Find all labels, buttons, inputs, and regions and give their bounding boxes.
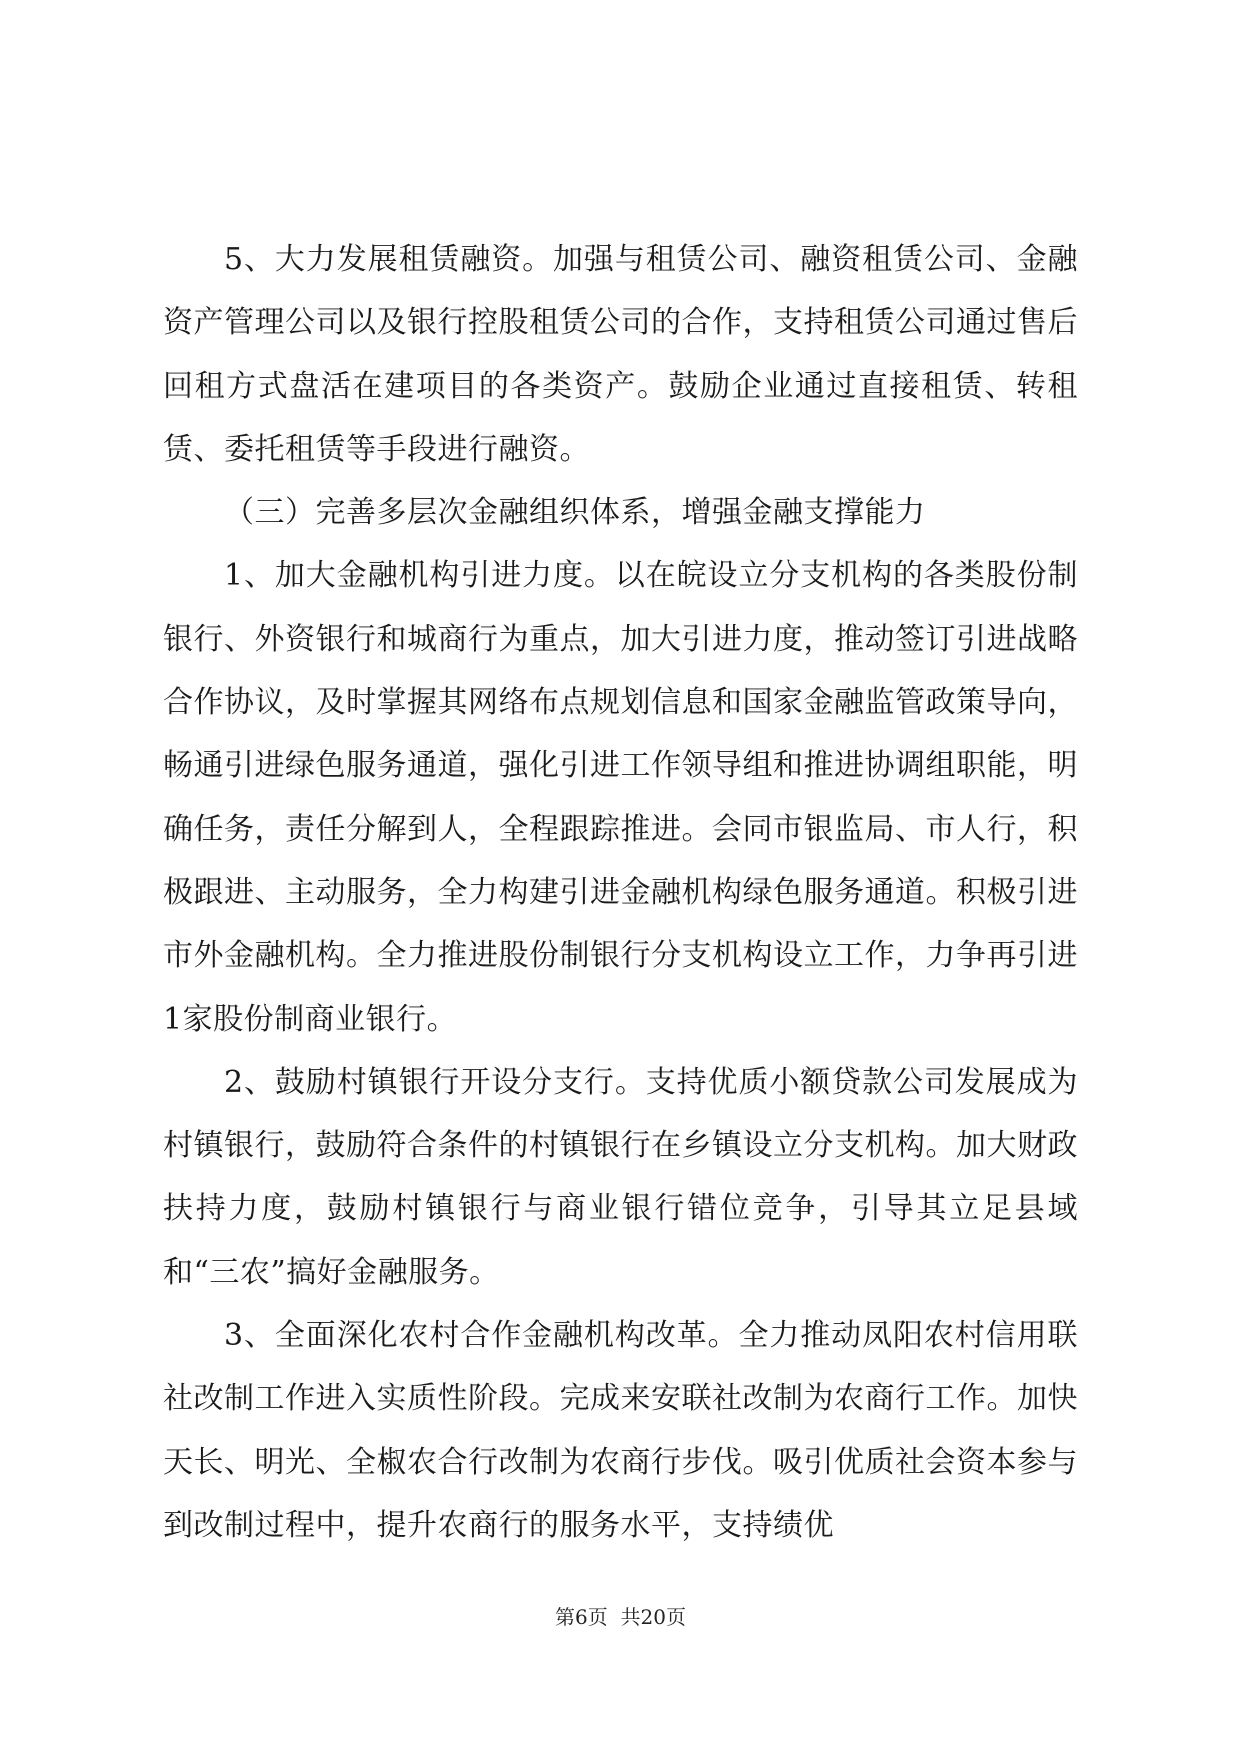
- paragraph-rural-cooperative-reform: 3、全面深化农村合作金融机构改革。全力推动凤阳农村信用联社改制工作进入实质性阶段。完成来安联社改制为农商行工作。加快天长、明光、全椒农合行改制为农商行步伐。吸引优质社会资本参与到改制过程中，提升农商行的服务水平，支持绩优: [163, 1318, 1078, 1543]
- page-total: 共20页: [620, 1605, 686, 1629]
- page-number: 第6页: [555, 1605, 608, 1629]
- paragraph-village-banks: 2、鼓励村镇银行开设分支行。支持优质小额贷款公司发展成为村镇银行，鼓励符合条件的村镇银行在乡镇设立分支机构。加大财政扶持力度，鼓励村镇银行与商业银行错位竞争，引导其立足县域和“三农”搞好金融服务。: [163, 1064, 1078, 1290]
- paragraph-financial-institutions: 1、加大金融机构引进力度。以在皖设立分支机构的各类股份制银行、外资银行和城商行为重点，加大引进力度，推动签订引进战略合作协议，及时掌握其网络布点规划信息和国家金融监管政策导向，畅通引进绿色服务通道，强化引进工作领导组和推进协调组职能，明确任务，责任分解到人，全程跟踪推进。会同市银监局、市人行，积极跟进、主动服务，全力构建引进金融机构绿色服务通道。积极引进市外金融机构。全力推进股份制银行分支机构设立工作，力争再引进1家股份制商业银行。: [163, 558, 1078, 1037]
- paragraph-leasing-finance: 5、大力发展租赁融资。加强与租赁公司、融资租赁公司、金融资产管理公司以及银行控股租赁公司的合作，支持租赁公司通过售后回租方式盘活在建项目的各类资产。鼓励企业通过直接租赁、转租赁、委托租赁等手段进行融资。: [163, 242, 1078, 467]
- section-heading-three: （三）完善多层次金融组织体系，增强金融支撑能力: [224, 495, 926, 531]
- page-footer: [0, 1604, 1241, 1630]
- document-body: [163, 228, 1078, 1557]
